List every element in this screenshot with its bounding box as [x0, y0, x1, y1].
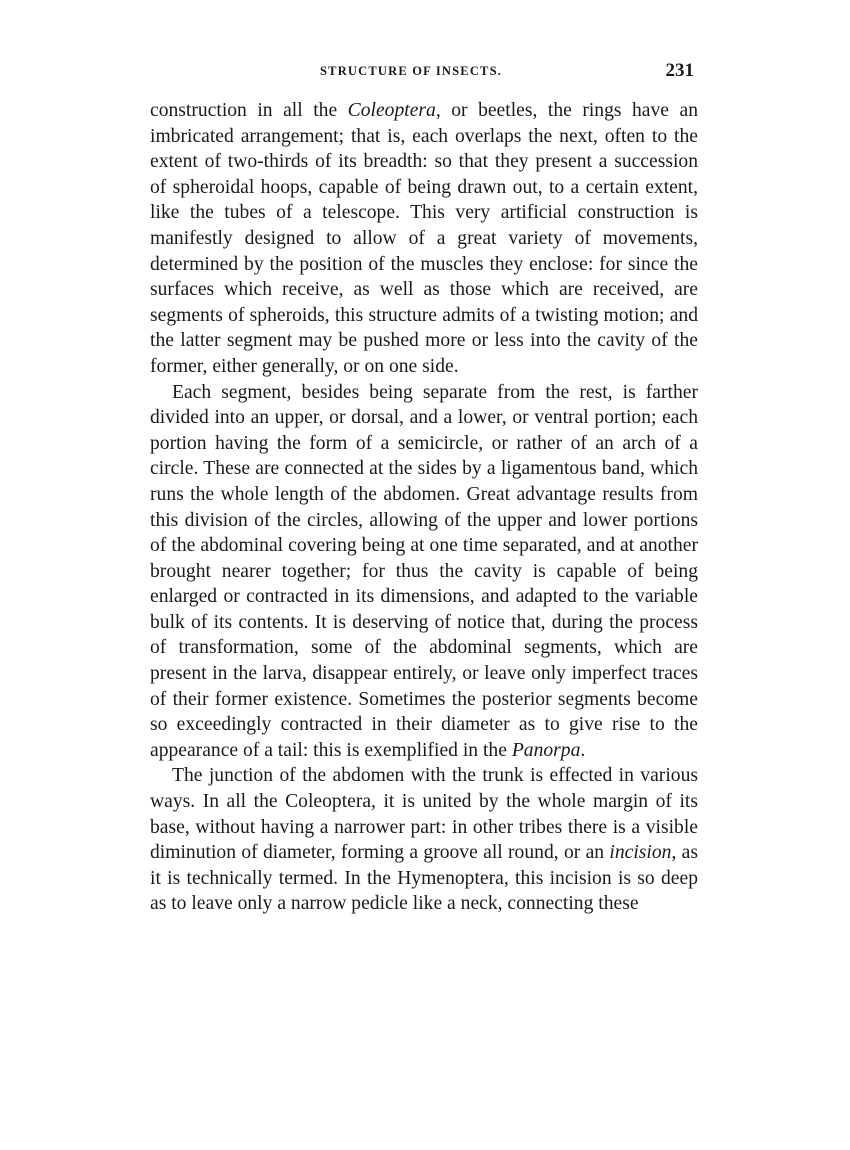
text-span: construction in all the — [150, 100, 348, 121]
text-span: . — [580, 739, 586, 761]
book-page — [150, 60, 698, 917]
paragraph-1 — [150, 98, 698, 380]
text-span: , as it is technically termed. In the Hymenoptera, this incision is so deep as to leave only a narrow pedicle like a neck, connecting these — [150, 842, 698, 915]
text-span: , or beetles, the rings have an imbricated arrangement; that is, each overlaps the next, often to the extent of two-thirds of its breadth: so that they present a succession of spheroidal hoops, capable of being drawn out, to a certain extent, like the tubes of a telescope. This very artificial construction is manifestly designed to allow of a great variety of movements, determined by the position of the muscles they enclose: for since the surfaces which receive, as well as those which are received, are segments of spheroids, this structure admits of a twisting motion; and the latter segment may be pushed more or less into the cavity of the former, either generally, or on one side. — [150, 100, 698, 377]
running-title: STRUCTURE OF INSECTS. — [320, 64, 503, 78]
running-head — [150, 60, 698, 88]
italic-term-panorpa: Panorpa — [511, 739, 581, 761]
italic-term-incision: incision — [609, 842, 672, 864]
text-span: Each segment, besides being separate from the rest, is farther divided into an upper, or dorsal, and a lower, or ventral portion; each portion having the form of a semicircle, or rather of an arch of a circle. These are connected at the sides by a ligamentous band, which runs the whole length of the abdomen. Great advantage results from this division of the circles, allowing of the upper and lower portions of the abdominal covering being at one time separated, and at another brought nearer together; for thus the cavity is capable of being enlarged or contracted in its dimensions, and adapted to the variable bulk of its contents. It is deserving of notice that, during the process of transformation, some of the abdominal segments, which are present in the larva, disappear entirely, or leave only imperfect traces of their former existence. Sometimes the posterior segments become so exceedingly contracted in their diameter as to give rise to the appearance of a tail: this is exemplified in the — [150, 381, 698, 761]
paragraph-2 — [150, 380, 698, 764]
italic-term-coleoptera: Coleoptera — [347, 100, 436, 121]
page-number: 231 — [665, 60, 694, 81]
body-text — [150, 98, 698, 917]
text-span: The junction of the abdomen with the trunk is effected in various ways. In all the Coleoptera, it is united by the whole margin of its base, without having a narrower part: in other tribes there is a visible diminution of diameter, forming a groove all round, or an — [150, 765, 698, 864]
paragraph-3 — [150, 763, 698, 917]
